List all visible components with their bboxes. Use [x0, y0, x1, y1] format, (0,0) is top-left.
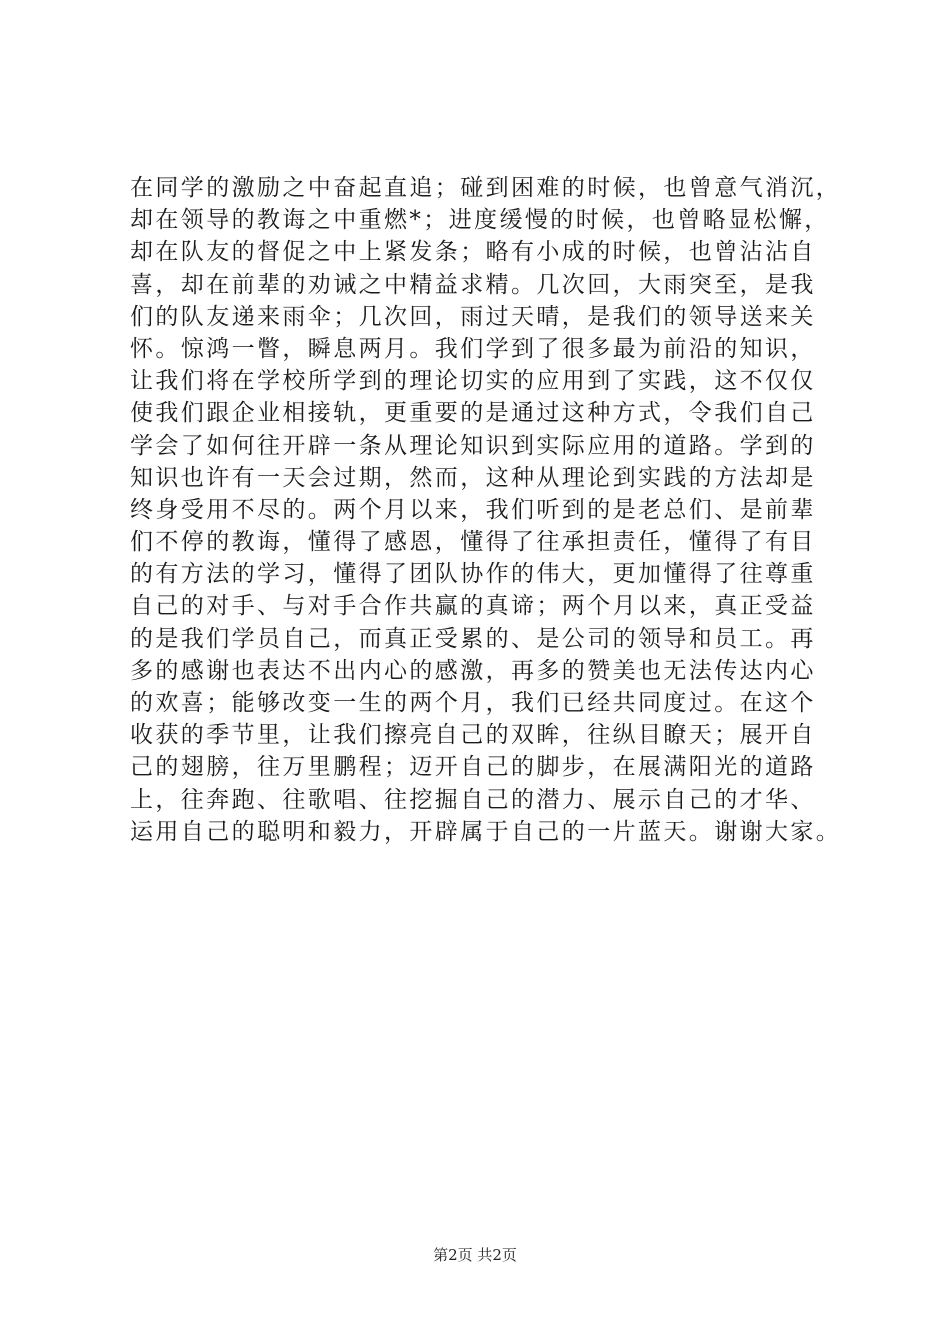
text-line: 却在领导的教诲之中重燃*；进度缓慢的时候，也曾略显松懈，: [130, 207, 830, 234]
text-line: 终身受用不尽的。两个月以来，我们听到的是老总们、是前辈: [130, 496, 816, 523]
text-line: 学会了如何往开辟一条从理论知识到实际应用的道路。学到的: [130, 432, 816, 459]
text-line: 收获的季节里，让我们擦亮自己的双眸，往纵目瞭天；展开自: [130, 722, 816, 749]
text-line: 使我们跟企业相接轨，更重要的是通过这种方式，令我们自己: [130, 400, 816, 427]
text-line: 喜，却在前辈的劝诫之中精益求精。几次回，大雨突至，是我: [130, 271, 816, 298]
text-line: 们的队友递来雨伞；几次回，雨过天晴，是我们的领导送来关: [130, 303, 816, 330]
text-line: 上，往奔跑、往歌唱、往挖掘自己的潜力、展示自己的才华、: [130, 786, 816, 813]
text-line: 自己的对手、与对手合作共赢的真谛；两个月以来，真正受益: [130, 593, 816, 620]
text-line: 运用自己的聪明和毅力，开辟属于自己的一片蓝天。谢谢大家。: [130, 818, 842, 845]
text-line: 多的感谢也表达不出内心的感激，再多的赞美也无法传达内心: [130, 657, 816, 684]
text-line: 怀。惊鸿一瞥，瞬息两月。我们学到了很多最为前沿的知识，: [130, 335, 816, 362]
text-line: 的是我们学员自己，而真正受累的、是公司的领导和员工。再: [130, 625, 816, 652]
text-line: 的有方法的学习，懂得了团队协作的伟大，更加懂得了往尊重: [130, 561, 816, 588]
text-line: 让我们将在学校所学到的理论切实的应用到了实践，这不仅仅: [130, 368, 816, 395]
text-line: 在同学的激励之中奋起直追；碰到困难的时候，也曾意气消沉，: [130, 175, 842, 201]
body-paragraph: [130, 172, 870, 848]
text-line: 知识也许有一天会过期，然而，这种从理论到实践的方法却是: [130, 464, 816, 491]
text-line: 己的翅膀，往万里鹏程；迈开自己的脚步，在展满阳光的道路: [130, 754, 816, 781]
text-line: 的欢喜；能够改变一生的两个月，我们已经共同度过。在这个: [130, 690, 816, 716]
text-line: 们不停的教诲，懂得了感恩，懂得了往承担责任，懂得了有目: [130, 529, 816, 556]
text-line: 却在队友的督促之中上紧发条；略有小成的时候，也曾沾沾自: [130, 239, 816, 266]
page-number-footer: 第2页 共2页: [433, 1246, 517, 1264]
